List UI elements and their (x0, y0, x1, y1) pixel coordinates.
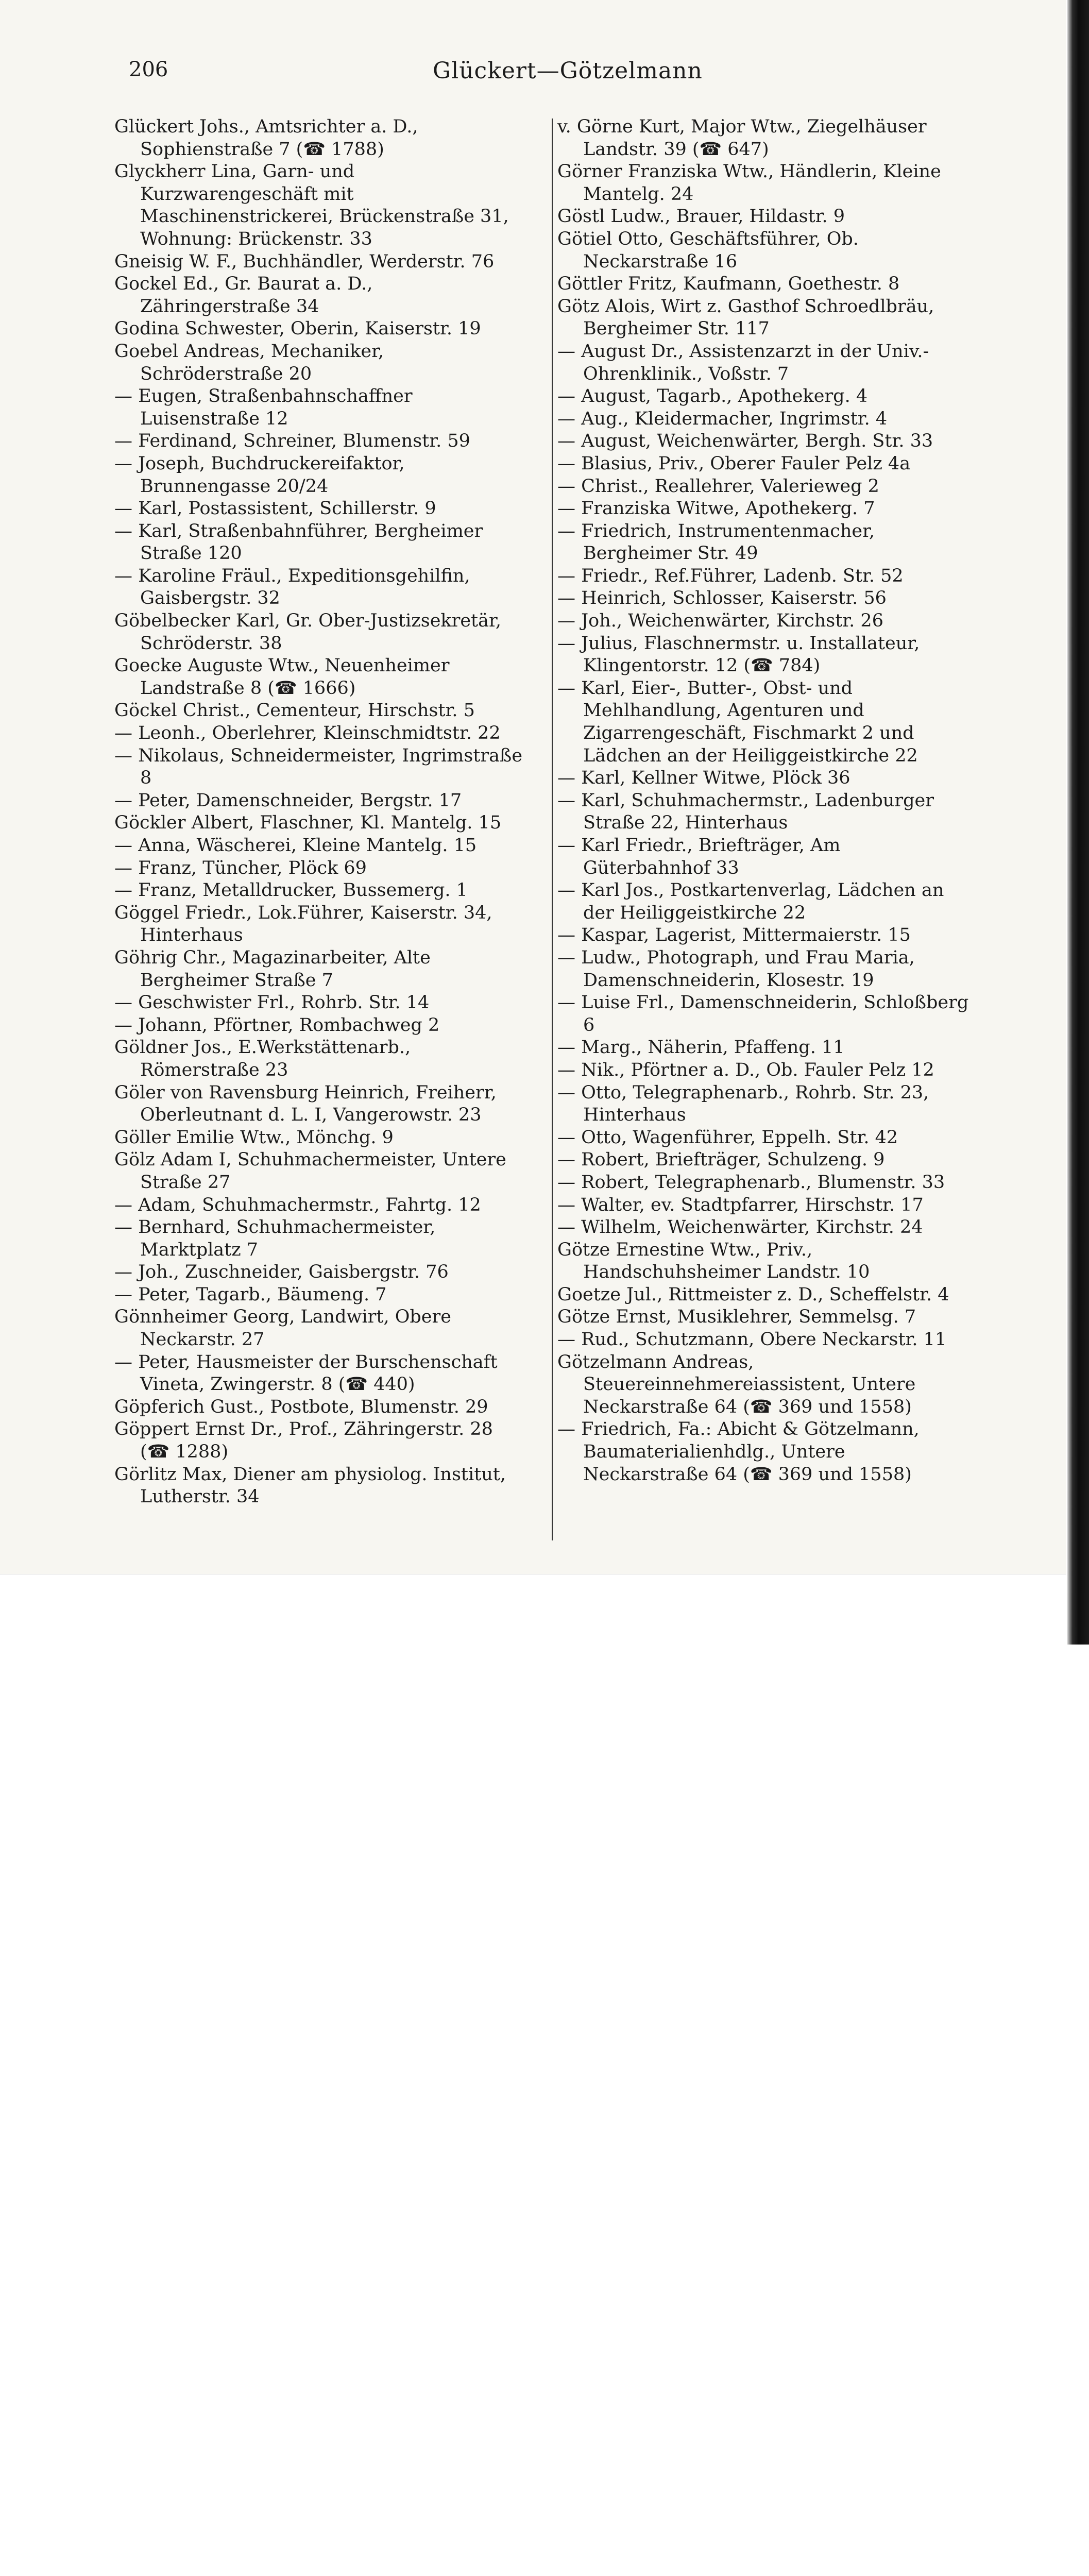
directory-entry: — Peter, Hausmeister der Burschenschaft Vineta, Zwingerstr. 8 (☎ 440) (114, 1351, 498, 1395)
name-range-header: Glückert—Götzelmann (433, 58, 703, 84)
directory-entry: — August Dr., Assistenzarzt in der Univ.-Ohrenklinik., Voßstr. 7 (557, 341, 929, 384)
directory-entry: Gönnheimer Georg, Landwirt, Obere Neckarstr. 27 (114, 1307, 451, 1350)
directory-entry: Glyckherr Lina, Garn- und Kurzwarengeschäft mit Maschinenstrickerei, Brückenstraße 31, Wohnung: Brückenstr. 33 (114, 161, 509, 249)
directory-entry: Götze Ernestine Wtw., Priv., Handschuhsheimer Landstr. 10 (557, 1239, 870, 1283)
directory-entry: Goecke Auguste Wtw., Neuenheimer Landstraße 8 (☎ 1666) (114, 655, 450, 699)
directory-entry: Gockel Ed., Gr. Baurat a. D., Zähringerstraße 34 (114, 274, 373, 317)
directory-entry: — Christ., Reallehrer, Valerieweg 2 (557, 476, 879, 497)
directory-entry: Godina Schwester, Oberin, Kaiserstr. 19 (114, 318, 481, 340)
directory-entry: — Luise Frl., Damenschneiderin, Schloßberg 6 (557, 992, 969, 1036)
directory-entry: Göppert Ernst Dr., Prof., Zähringerstr. 28 (☎ 1288) (114, 1419, 493, 1463)
directory-entry: — Peter, Tagarb., Bäumeng. 7 (114, 1284, 387, 1305)
directory-entry: — Leonh., Oberlehrer, Kleinschmidtstr. 22 (114, 723, 501, 744)
right-column (557, 116, 969, 1486)
directory-entry: — Blasius, Priv., Oberer Fauler Pelz 4a (557, 453, 911, 474)
directory-entry: Göldner Jos., E.Werkstättenarb., Römerstraße 23 (114, 1037, 411, 1080)
directory-entry: Goetze Jul., Rittmeister z. D., Scheffelstr. 4 (557, 1284, 949, 1305)
directory-entry: — Julius, Flaschnermstr. u. Installateur, Klingentorstr. 12 (☎ 784) (557, 633, 920, 676)
directory-entry: Göpferich Gust., Postbote, Blumenstr. 29 (114, 1396, 488, 1417)
directory-entry: — Karl, Straßenbahnführer, Bergheimer Straße 120 (114, 520, 483, 564)
directory-entry: — Karl, Schuhmachermstr., Ladenburger Straße 22, Hinterhaus (557, 790, 934, 834)
directory-entry: — August, Tagarb., Apothekerg. 4 (557, 386, 868, 407)
directory-entry: Götz Alois, Wirt z. Gasthof Schroedlbräu, Bergheimer Str. 117 (557, 296, 934, 340)
directory-entry: — Ferdinand, Schreiner, Blumenstr. 59 (114, 431, 470, 452)
directory-entry: Göler von Ravensburg Heinrich, Freiherr, Oberleutnant d. L. I, Vangerowstr. 23 (114, 1082, 497, 1126)
directory-entry: Göbelbecker Karl, Gr. Ober-Justizsekretär, Schröderstr. 38 (114, 611, 501, 654)
directory-entry: — Nikolaus, Schneidermeister, Ingrimstraße 8 (114, 745, 523, 789)
directory-entry: — Nik., Pförtner a. D., Ob. Fauler Pelz 12 (557, 1059, 934, 1080)
directory-entry: Gneisig W. F., Buchhändler, Werderstr. 76 (114, 251, 495, 272)
directory-entry: — Friedrich, Instrumentenmacher, Bergheimer Str. 49 (557, 520, 875, 564)
directory-entry: Görlitz Max, Diener am physiolog. Institut, Lutherstr. 34 (114, 1464, 506, 1507)
directory-entry: — Friedrich, Fa.: Abicht & Götzelmann, Baumaterialienhdlg., Untere Neckarstraße 64 (☎ 369 und 1558) (557, 1419, 920, 1485)
directory-entry: Götzelmann Andreas, Steuereinnehmereiassistent, Untere Neckarstraße 64 (☎ 369 und 1558) (557, 1351, 916, 1417)
footer-bar (0, 1574, 1066, 1645)
directory-entry: Görner Franziska Wtw., Händlerin, Kleine Mantelg. 24 (557, 161, 941, 205)
directory-entry: — Karl Jos., Postkartenverlag, Lädchen an der Heiliggeistkirche 22 (557, 880, 944, 923)
directory-entry: — Geschwister Frl., Rohrb. Str. 14 (114, 992, 430, 1013)
directory-entry: — Franz, Metalldrucker, Bussemerg. 1 (114, 880, 468, 901)
directory-entry: — Joseph, Buchdruckereifaktor, Brunnengasse 20/24 (114, 453, 405, 497)
directory-entry: — Peter, Damenschneider, Bergstr. 17 (114, 790, 462, 811)
directory-entry: Göggel Friedr., Lok.Führer, Kaiserstr. 34, Hinterhaus (114, 902, 492, 946)
directory-entry: — Anna, Wäscherei, Kleine Mantelg. 15 (114, 835, 477, 856)
directory-entry: — Ludw., Photograph, und Frau Maria, Damenschneiderin, Klosestr. 19 (557, 947, 915, 991)
directory-entry: — Wilhelm, Weichenwärter, Kirchstr. 24 (557, 1217, 923, 1238)
directory-entry: — Bernhard, Schuhmachermeister, Marktplatz 7 (114, 1217, 436, 1260)
directory-entry: Götze Ernst, Musiklehrer, Semmelsg. 7 (557, 1307, 916, 1328)
directory-entry: — Franz, Tüncher, Plöck 69 (114, 857, 367, 878)
directory-entry: — Marg., Näherin, Pfaffeng. 11 (557, 1037, 845, 1058)
directory-entry: — Robert, Telegraphenarb., Blumenstr. 33 (557, 1172, 945, 1193)
directory-entry: — Joh., Zuschneider, Gaisbergstr. 76 (114, 1262, 449, 1283)
directory-entry: Goebel Andreas, Mechaniker, Schröderstraße 20 (114, 341, 384, 384)
directory-entry: — Walter, ev. Stadtpfarrer, Hirschstr. 17 (557, 1194, 924, 1215)
directory-entry: — Karl, Kellner Witwe, Plöck 36 (557, 768, 850, 789)
directory-entry: — Eugen, Straßenbahnschaffner Luisenstraße 12 (114, 386, 413, 429)
book-edge (1067, 0, 1089, 1645)
directory-entry: Göller Emilie Wtw., Mönchg. 9 (114, 1127, 394, 1148)
directory-entry: — Kaspar, Lagerist, Mittermaierstr. 15 (557, 925, 911, 946)
column-divider (552, 118, 553, 1540)
directory-entry: Gölz Adam I, Schuhmachermeister, Untere Straße 27 (114, 1149, 506, 1193)
directory-entry: Göstl Ludw., Brauer, Hildastr. 9 (557, 206, 845, 227)
page-number: 206 (129, 58, 168, 81)
directory-entry: — Adam, Schuhmachermstr., Fahrtg. 12 (114, 1194, 481, 1215)
directory-entry: Göhrig Chr., Magazinarbeiter, Alte Bergheimer Straße 7 (114, 947, 431, 991)
directory-entry: — Franziska Witwe, Apothekerg. 7 (557, 498, 875, 519)
directory-entry: — Otto, Telegraphenarb., Rohrb. Str. 23, Hinterhaus (557, 1082, 929, 1126)
directory-entry: — Heinrich, Schlosser, Kaiserstr. 56 (557, 588, 887, 609)
directory-entry: v. Görne Kurt, Major Wtw., Ziegelhäuser Landstr. 39 (☎ 647) (557, 116, 927, 160)
directory-entry: — Johann, Pförtner, Rombachweg 2 (114, 1014, 440, 1036)
directory-entry: Göckel Christ., Cementeur, Hirschstr. 5 (114, 700, 475, 721)
directory-entry: Göttler Fritz, Kaufmann, Goethestr. 8 (557, 274, 900, 295)
directory-entry: — Otto, Wagenführer, Eppelh. Str. 42 (557, 1127, 898, 1148)
directory-entry: — Karl, Postassistent, Schillerstr. 9 (114, 498, 436, 519)
directory-entry: — Friedr., Ref.Führer, Ladenb. Str. 52 (557, 565, 904, 586)
directory-entry: — Robert, Briefträger, Schulzeng. 9 (557, 1149, 885, 1171)
directory-entry: — Aug., Kleidermacher, Ingrimstr. 4 (557, 408, 888, 429)
directory-entry: — Rud., Schutzmann, Obere Neckarstr. 11 (557, 1329, 947, 1350)
directory-entry: Glückert Johs., Amtsrichter a. D., Sophienstraße 7 (☎ 1788) (114, 116, 418, 160)
directory-entry: — August, Weichenwärter, Bergh. Str. 33 (557, 431, 933, 452)
directory-entry: — Joh., Weichenwärter, Kirchstr. 26 (557, 611, 883, 632)
left-column (114, 116, 526, 1509)
directory-entry: Göckler Albert, Flaschner, Kl. Mantelg. 15 (114, 812, 502, 834)
directory-entry: — Karl Friedr., Briefträger, Am Güterbahnhof 33 (557, 835, 841, 878)
directory-entry: Götiel Otto, Geschäftsführer, Ob. Neckarstraße 16 (557, 228, 859, 272)
directory-entry: — Karoline Fräul., Expeditionsgehilfin, Gaisbergstr. 32 (114, 565, 470, 609)
directory-entry: — Karl, Eier-, Butter-, Obst- und Mehlhandlung, Agenturen und Zigarrengeschäft, Fischmarkt 2 und Lädchen an der Heiliggeistkirche 22 (557, 677, 918, 766)
